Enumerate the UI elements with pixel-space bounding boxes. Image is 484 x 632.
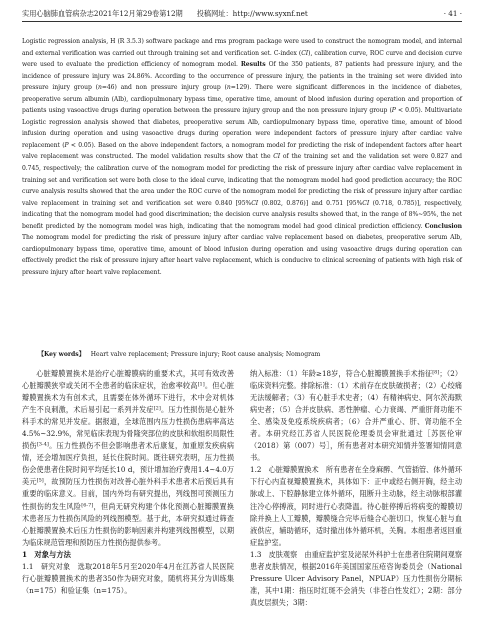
- conclusion-label: Conclusion: [424, 222, 462, 230]
- keywords-text: Heart valve replacement; Pressure injury; Root cause analysis; Nomogram: [90, 351, 321, 358]
- subheading-1-3: 1.3 皮肤观察: [250, 549, 298, 559]
- page-number: · 41 ·: [443, 9, 462, 18]
- surgery-paragraph: 1.2 心脏瓣膜置换术 所有患者在全身麻醉、气管插管、体外循环下行心内直视瓣膜置换术，具体如下：正中或经右侧开胸，经主动脉或上、下腔静脉建立体外循环，阻断升主动脉，经主动脉根部灌注冷心停搏液，同时进行心表降温。待心脏停搏后将病变的瓣膜切除并换上人工瓣膜，瓣膜缝合完毕后缝合心脏切口，恢复心脏与血液供应，辅助循环，适时撤出体外循环机，关胸。本组患者返回重症监护室。: [250, 465, 462, 547]
- right-column: [250, 368, 462, 609]
- subheading-1-2: 1.2 心脏瓣膜置换术: [250, 465, 319, 475]
- intro-paragraph: 心脏瓣膜置换术是治疗心脏瓣膜病的重要术式，其可有效改善心脏瓣膜狭窄或关闭不全患者的临床症状，治愈率较高[1]。但心脏瓣膜置换术为有创术式，且需要在体外循环下进行，术中会对机体产生不良刺激，术后易引起一系列并发症[2]。压力性损伤是心脏外科手术的常见并发症。据报道，全球范围内压力性损伤患病率高达4.5%~32.9%，常见临床表现为骨隆突部位的皮肤和软组织局限性损伤[3-4]。压力性损伤不但会影响患者术后康复，加重原发疾病病情，还会增加医疗负担，延长住院时间。既往研究表明，压力性损伤会使患者住院时间平均延长10 d，预计增加治疗费用1.4~4.0万美元[5]，故预防压力性损伤对改善心脏外科手术患者术后预后具有重要的临床意义。目前，国内外均有研究提出，列线图可预测压力性损伤的发生风险[6-7]，但尚无研究构建个体化预测心脏瓣膜置换术患者压力性损伤风险的列线图模型。基于此，本研究拟通过筛查心脏瓣膜置换术后压力性损伤的影响因素并构建列线图模型，以期为临床规范管理和预防压力性损伤提供参考。: [22, 369, 234, 547]
- keywords-label: 【Key words】: [38, 351, 85, 358]
- criteria-paragraph: 纳入标准：（1）年龄≥18岁，符合心脏瓣膜置换手术指征[8]；（2）临床资料完整。排除标准：（1）术前存在皮肤破损者；（2）心绞痛无法缓解者；（3）有心脏手术史者；（4）有精神病史、阿尔茨海默病史者；（5）合并皮肤病、恶性肿瘤、心力衰竭、严重肝肾功能不全、感染及免疫系统疾病者；（6）合并严重心、肝、肾功能不全者。本研究经江苏省人民医院伦理委员会审批通过［苏医伦审（2018）第（007）号］，所有患者对本研究知情并签署知情同意书。: [250, 369, 462, 463]
- section-heading-methods: 1 对象与方法: [22, 549, 71, 559]
- subheading-1-1: 1.1 研究对象: [22, 561, 71, 571]
- study-subjects-paragraph: 1.1 研究对象 选取2018年5月至2020年4月在江苏省人民医院行心脏瓣膜置换术的患者350作为研究对象，随机将其分为训练集（n=175）和验证集（n=175）。: [22, 561, 234, 595]
- left-column: [22, 368, 234, 597]
- journal-website: 投稿网址：http://www.syxnf.net: [196, 9, 308, 18]
- keywords: [38, 349, 462, 361]
- header-left: [22, 7, 308, 21]
- results-label: Results: [240, 61, 266, 69]
- skin-observation-paragraph: 1.3 皮肤观察 由重症监护室及泌尿外科护士在患者住院期间观察患者皮肤情况，根据2016年美国国家压疮咨询委员会（National Pressure Ulcer Advisory Panel，NPUAP）压力性损伤分期标准，其中1期：指压时红斑不会消失（非苍白性发红）；2期：部分真皮层损失；3期：: [250, 549, 462, 607]
- running-header: [22, 7, 462, 22]
- english-abstract: Logistic regression analysis, H (R 3.5.3) software package and rms program package were used to construct the nomogram model, and internal and external verification was carried out through training set and verification set. C-index (CI), calibration curve, ROC curve and decision curve were used to evaluate the prediction efficiency of nomogram model. Results Of the 350 patients, 87 patients had pressure injury, and the incidence of pressure injury was 24.86%. According to the occurrence of pressure injury, the patients in the training set were divided into pressure injury group (n=46) and non pressure injury group (n=129). There were significant differences in the incidence of diabetes, preoperative serum albumin (Alb), cardiopulmonary bypass time, operative time, amount of blood infusion during operation and proportion of patients using vasoactive drugs during operation between the pressure injury group and the non pressure injury group (P < 0.05). Multivariate Logistic regression analysis showed that diabetes, preoperative serum Alb, cardiopulmonary bypass time, operative time, amount of blood infusion during operation and using vasoactive drugs during operation were independent factors of pressure injury after cardiac valve replacement (P < 0.05). Based on the above independent factors, a nomogram model for predicting the risk of independent factors after heart valve replacement was constructed. The model validation results show that the CI of the training set and the validation set were 0.827 and 0.745, respectively; the calibration curve of the nomogram model for predicting the risk of pressure injury after cardiac valve replacement in training set and verification set were both close to the ideal curve, indicating that the nomogram model had good prediction accuracy; the ROC curve analysis results showed that the area under the ROC curve of the nomogram model for predicting the risk of pressure injury after cardiac valve replacement in training set and verification set were 0.840 [95%CI (0.802, 0.876)] and 0.751 [95%CI (0.718, 0.785)], respectively, indicating that the nomogram model had good discrimination; the decision curve analysis results showed that, in the range of 8%~95%, the net benefit predicted by the nomogram model was high, indicating that the nomogram model had good clinical prediction efficiency. Conclusion The nomogram model for predicting the risk of pressure injury after cardiac valve replacement based on diabetes, preoperative serum Alb, cardiopulmonary bypass time, operative time, amount of blood infusion during operation and using vasoactive drugs during operation can effectively predict the risk of pressure injury after heart valve replacement, which is conducive to clinical screening of patients with high risk of pressure injury after heart valve replacement.: [22, 38, 463, 276]
- journal-name: 实用心脑肺血管病杂志2021年12月第29卷第12期: [22, 9, 183, 18]
